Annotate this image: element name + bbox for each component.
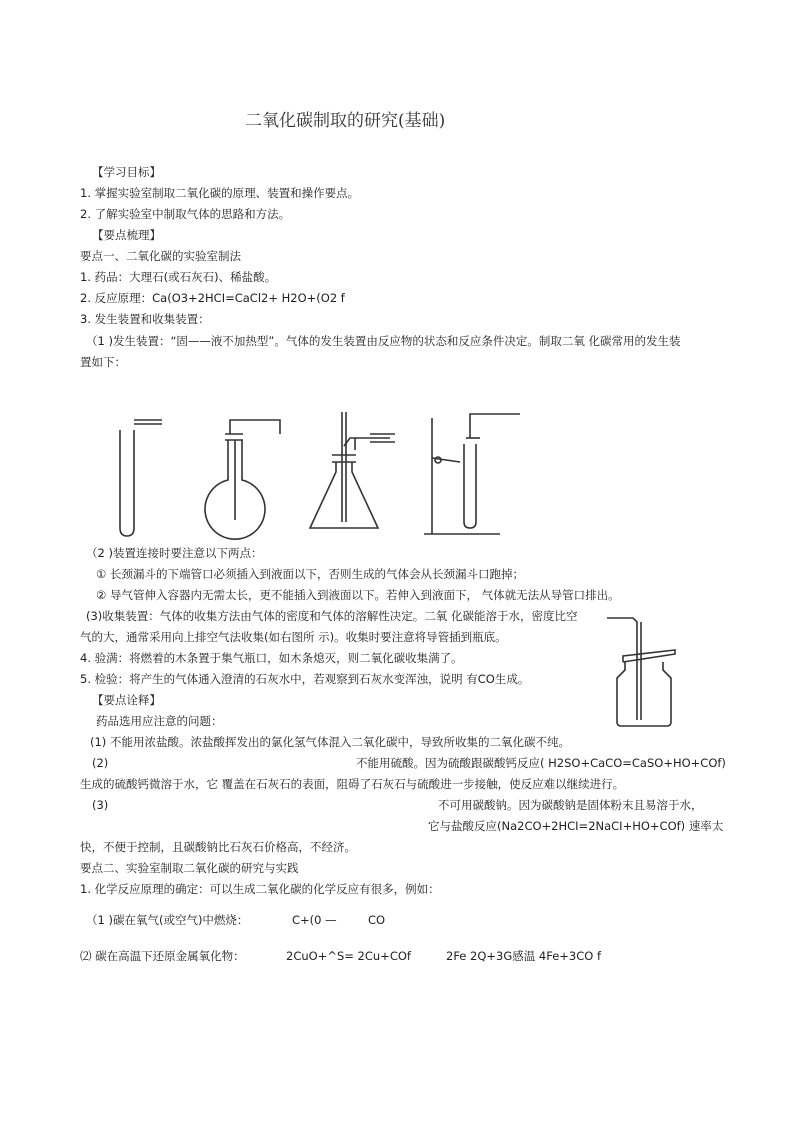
- text-line: 快，不便于控制，且碳酸钠比石灰石价格高，不经济。: [80, 840, 356, 854]
- text-line: ⑵ 碳在高温下还原金属氧化物：: [80, 949, 245, 963]
- text-line: 不能用硫酸。因为硫酸跟碳酸钙反应( H2SO+CaCO=CaSO+HO+COf): [356, 756, 726, 770]
- text-line: 5. 检验：将产生的气体通入澄清的石灰水中，若观察到石灰水变浑浊，说明 有CO生成。: [80, 672, 530, 686]
- text-line: 要点二、实验室制取二氧化碳的研究与实践: [80, 861, 299, 875]
- text-line: （1 )碳在氧气(或空气)中燃烧：: [86, 913, 249, 927]
- list-marker: (3): [92, 798, 109, 812]
- page-title: 二氧化碳制取的研究(基础): [245, 111, 446, 131]
- text-line: 生成的硫酸钙微溶于水，它 覆盖在石灰石的表面，阻碍了石灰石与硫酸进一步接触，使反应难以继续进行。: [80, 777, 625, 791]
- text-line: 3. 发生装置和收集装置：: [80, 312, 210, 326]
- text-line: （1 )发生装置：“固——液不加热型”。气体的发生装置由反应物的状态和反应条件决定。制取二氧 化碳常用的发生装: [86, 334, 681, 348]
- text-line: 4. 验满：将燃着的木条置于集气瓶口，如木条熄灭，则二氧化碳收集满了。: [80, 651, 463, 665]
- equation: C+(0 —: [292, 913, 337, 927]
- text-line: 气的大，通常采用向上排空气法收集(如右图所 示)。收集时要注意将导管插到瓶底。: [80, 630, 507, 644]
- section-heading-objectives: 【学习目标】: [92, 165, 161, 179]
- section-heading-notes: 【要点诠释】: [92, 693, 161, 707]
- text-line: 药品选用应注意的问题：: [96, 714, 223, 728]
- text-line: 要点一、二氧化碳的实验室制法: [80, 249, 241, 263]
- equation: 2CuO+^S= 2Cu+COf: [286, 949, 411, 963]
- text-line: 不可用碳酸钠。因为碳酸钠是固体粉末且易溶于水，: [438, 798, 703, 812]
- round-flask-apparatus: [195, 410, 295, 540]
- text-line: 它与盐酸反应(Na2CO+2HCI=2NaCI+HO+COf) 速率太: [428, 819, 724, 833]
- list-marker: (2): [92, 756, 109, 770]
- text-line: 1. 药品：大理石(或石灰石)、稀盐酸。: [80, 270, 277, 284]
- text-line: (3)收集装置：气体的收集方法由气体的密度和气体的溶解性决定。二氧 化碳能溶于水，密度比空: [86, 609, 578, 623]
- text-line: 1. 掌握实验室制取二氧化碳的原理、装置和操作要点。: [80, 186, 360, 200]
- gas-collection-bottle: [605, 610, 685, 730]
- section-heading-key-points: 【要点梳理】: [92, 228, 161, 242]
- equation: CO: [368, 913, 386, 927]
- text-line: ② 导气管伸入容器内无需太长，更不能插入到液面以下。若伸入到液面下， 气体就无法从导管口排出。: [96, 588, 620, 602]
- text-line: 2. 了解实验室中制取气体的思路和方法。: [80, 207, 291, 221]
- text-line: （2 )装置连接时要注意以下两点：: [86, 546, 263, 560]
- text-line: (1) 不能用浓盐酸。浓盐酸挥发出的氯化氢气体混入二氧化碳中，导致所收集的二氧化碳不纯。: [90, 735, 570, 749]
- text-line: 置如下：: [80, 355, 126, 369]
- equation: 2Fe 2Q+3G感温 4Fe+3CO f: [446, 949, 602, 963]
- test-tube-apparatus: [110, 410, 170, 540]
- conical-flask-apparatus: [300, 410, 410, 540]
- text-line: 1. 化学反应原理的确定：可以生成二氧化碳的化学反应有很多，例如：: [80, 882, 440, 896]
- reaction-principle: 2. 反应原理：Ca(O3+2HCI=CaCl2+ H2O+(O2 f: [80, 291, 345, 305]
- iron-stand-apparatus: [420, 410, 530, 540]
- text-line: ① 长颈漏斗的下端管口必须插入到液面以下，否则生成的气体会从长颈漏斗口跑掉；: [96, 567, 524, 581]
